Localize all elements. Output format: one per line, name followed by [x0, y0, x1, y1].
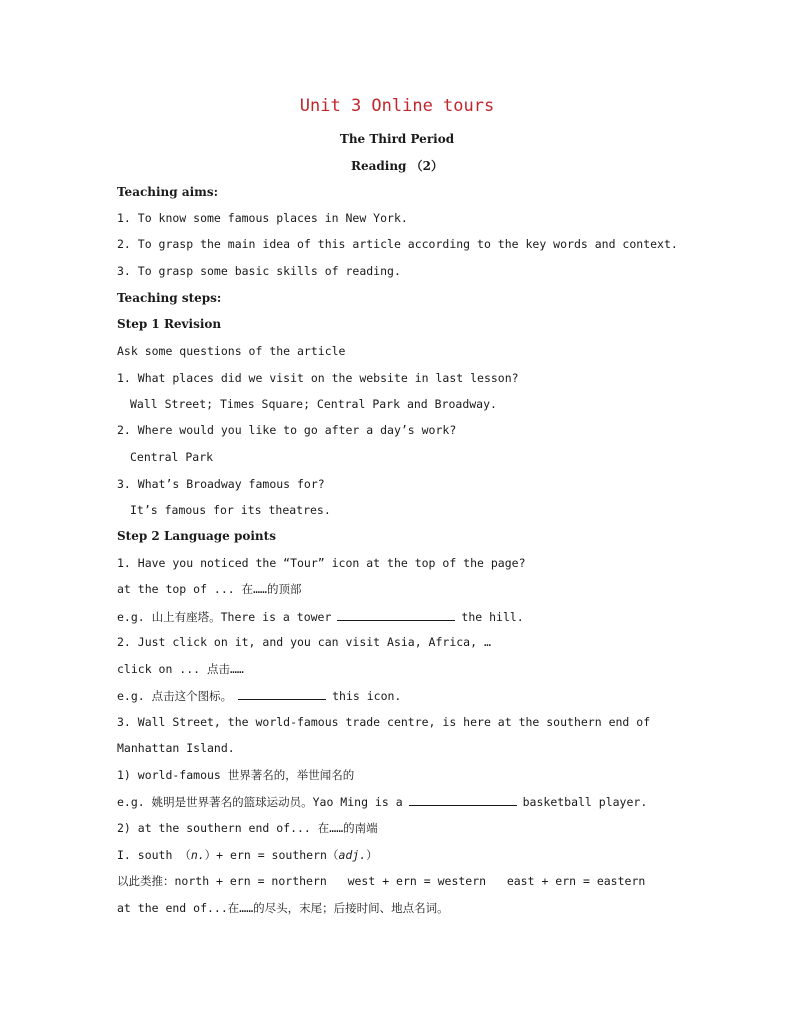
example-text: e.g. 姚明是世界著名的篮球运动员。Yao Ming is a [117, 795, 403, 809]
phrase-line: 2) at the southern end of... 在……的南端 [117, 821, 378, 835]
aims-heading: Teaching aims: [117, 185, 219, 199]
aim-item: 2. To grasp the main idea of this article according to the key words and context. [117, 237, 678, 251]
step1-heading: Step 1 Revision [117, 317, 222, 331]
phrase-line: at the end of...在……的尽头，末尾；后接时间、地点名词。 [117, 901, 449, 915]
example-line [117, 793, 647, 810]
rule-pos-noun: n. [190, 848, 205, 862]
steps-heading: Teaching steps: [117, 291, 222, 305]
fill-in-blank[interactable] [238, 687, 326, 700]
example-line [117, 608, 524, 625]
word-formation-rule [117, 847, 378, 863]
language-point: 1. Have you noticed the “Tour” icon at the top of the page? [117, 556, 526, 570]
phrase-line: click on ... 点击…… [117, 662, 244, 676]
answer: It’s famous for its theatres. [130, 503, 331, 517]
question: 3. What’s Broadway famous for? [117, 477, 325, 491]
example-text: the hill. [461, 610, 524, 624]
rule-text: ）+ ern = southern（ [204, 848, 339, 862]
section-subtitle: Reading （2） [351, 159, 443, 173]
step2-heading: Step 2 Language points [117, 529, 276, 543]
document-title: Unit 3 Online tours [299, 96, 495, 116]
period-subtitle: The Third Period [339, 132, 455, 146]
fill-in-blank[interactable] [409, 793, 517, 806]
rule-text: I. south （ [117, 848, 191, 862]
rule-text: ） [366, 848, 378, 862]
phrase-line: at the top of ... 在……的顶部 [117, 582, 302, 596]
language-point: 2. Just click on it, and you can visit Asia, Africa, … [117, 635, 491, 649]
question: 1. What places did we visit on the website in last lesson? [117, 371, 519, 385]
example-text: basketball player. [522, 795, 648, 809]
answer: Wall Street; Times Square; Central Park and Broadway. [130, 397, 497, 411]
aim-item: 1. To know some famous places in New York. [117, 211, 408, 225]
example-text: this icon. [332, 689, 402, 703]
rule-pos-adj: adj. [338, 848, 367, 862]
aim-item: 3. To grasp some basic skills of reading. [117, 264, 401, 278]
example-line [117, 687, 401, 704]
analogy-line: 以此类推：north + ern = northern west + ern = western east + ern = eastern [117, 874, 646, 888]
fill-in-blank[interactable] [337, 608, 455, 621]
example-text: e.g. 山上有座塔。There is a tower [117, 610, 332, 624]
example-text: e.g. 点击这个图标。 [117, 689, 233, 703]
step1-intro: Ask some questions of the article [117, 344, 346, 358]
phrase-line: 1) world-famous 世界著名的，举世闻名的 [117, 768, 355, 782]
question: 2. Where would you like to go after a day’s work? [117, 423, 457, 437]
language-point-continued: Manhattan Island. [117, 741, 235, 755]
language-point: 3. Wall Street, the world-famous trade centre, is here at the southern end of [117, 715, 651, 729]
answer: Central Park [130, 450, 214, 464]
